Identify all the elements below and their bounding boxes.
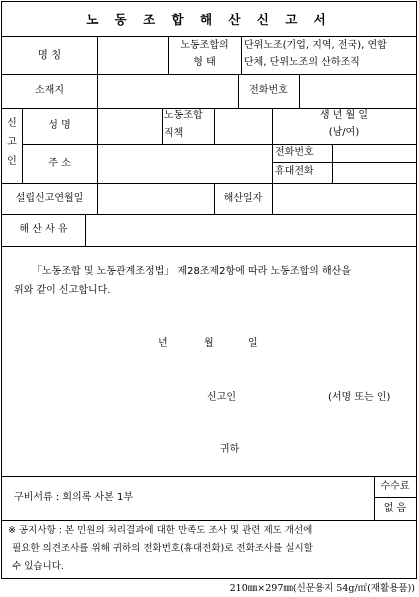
birth-label-1: 생 년 월 일 <box>319 110 369 121</box>
row-divider <box>2 476 416 477</box>
row-divider <box>2 520 416 521</box>
type-desc-2: 단체, 단위노조의 산하조직 <box>244 57 360 68</box>
dissolution-date-label: 해산일자 <box>223 192 263 204</box>
notice-line-1: ※ 공지사항 : 본 민원의 처리결과에 대한 만족도 조사 및 관련 제도 개선에 <box>8 525 313 536</box>
statement-line-1: 「노동조합 및 노동관계조정법」 제28조제2항에 따라 노동조합의 해산을 <box>32 266 351 277</box>
col-divider <box>241 36 242 74</box>
phone-label: 전화번호 <box>249 85 288 96</box>
addressee-label: 귀하 <box>220 444 240 455</box>
date-year-label: 년 <box>158 338 168 349</box>
dissolution-date-field[interactable] <box>273 184 416 213</box>
position-label-1: 노동조합 <box>164 110 203 121</box>
row-divider <box>2 246 416 247</box>
reporter-label-2: 고 <box>7 137 17 148</box>
person-name-label: 성 명 <box>48 120 71 131</box>
position-field[interactable] <box>215 109 271 143</box>
type-desc-1: 단위노조(기업, 지역, 전국), 연합 <box>244 40 387 51</box>
person-address-label: 주 소 <box>48 157 71 169</box>
founding-date-field[interactable] <box>98 184 213 213</box>
reporter-label-3: 인 <box>7 156 17 167</box>
person-phone-field[interactable] <box>333 145 416 161</box>
paper-spec: 210㎜×297㎜(신문용지 54g/㎡(재활용품)) <box>229 583 415 594</box>
name-field[interactable] <box>98 37 168 73</box>
date-day-label: 일 <box>248 338 258 349</box>
notice-line-3: 수 있습니다. <box>12 561 64 572</box>
person-name-field[interactable] <box>98 109 161 143</box>
person-phone-label: 전화번호 <box>275 147 314 158</box>
date-month-label: 월 <box>204 338 214 349</box>
phone-field[interactable] <box>300 75 416 107</box>
birth-label-2: (남/여) <box>328 127 360 138</box>
reporter-label-1: 신 <box>7 118 17 129</box>
fee-value: 없 음 <box>383 502 407 514</box>
col-divider <box>162 108 163 144</box>
mobile-label: 휴대전화 <box>275 166 314 177</box>
address-field[interactable] <box>98 75 237 107</box>
dissolution-reason-field[interactable] <box>86 215 416 245</box>
attachments-label: 구비서류 : 회의록 사본 1부 <box>14 492 134 503</box>
mobile-field[interactable] <box>333 163 416 182</box>
statement-line-2: 위와 같이 신고합니다. <box>14 285 111 296</box>
person-address-field[interactable] <box>98 145 271 182</box>
dissolution-reason-label: 해 산 사 유 <box>19 224 68 235</box>
type-label-1: 노동조합의 <box>180 40 229 51</box>
signature-label: (서명 또는 인) <box>328 392 391 403</box>
position-label-2: 직책 <box>164 128 184 139</box>
type-label-2: 형 태 <box>193 57 216 68</box>
dissolution-report-form <box>1 1 417 579</box>
address-label: 소재지 <box>35 85 64 96</box>
form-title: 노 동 조 합 해 산 신 고 서 <box>86 11 332 27</box>
fee-label: 수수료 <box>380 480 410 492</box>
notice-line-2: 필요한 의견조사를 위해 귀하의 전화번호(휴대전화)로 전화조사를 실시할 <box>12 543 313 554</box>
reporter-sign-label: 신고인 <box>207 392 236 403</box>
name-label: 명 칭 <box>37 48 62 61</box>
founding-date-label: 설립신고연월일 <box>15 192 84 204</box>
